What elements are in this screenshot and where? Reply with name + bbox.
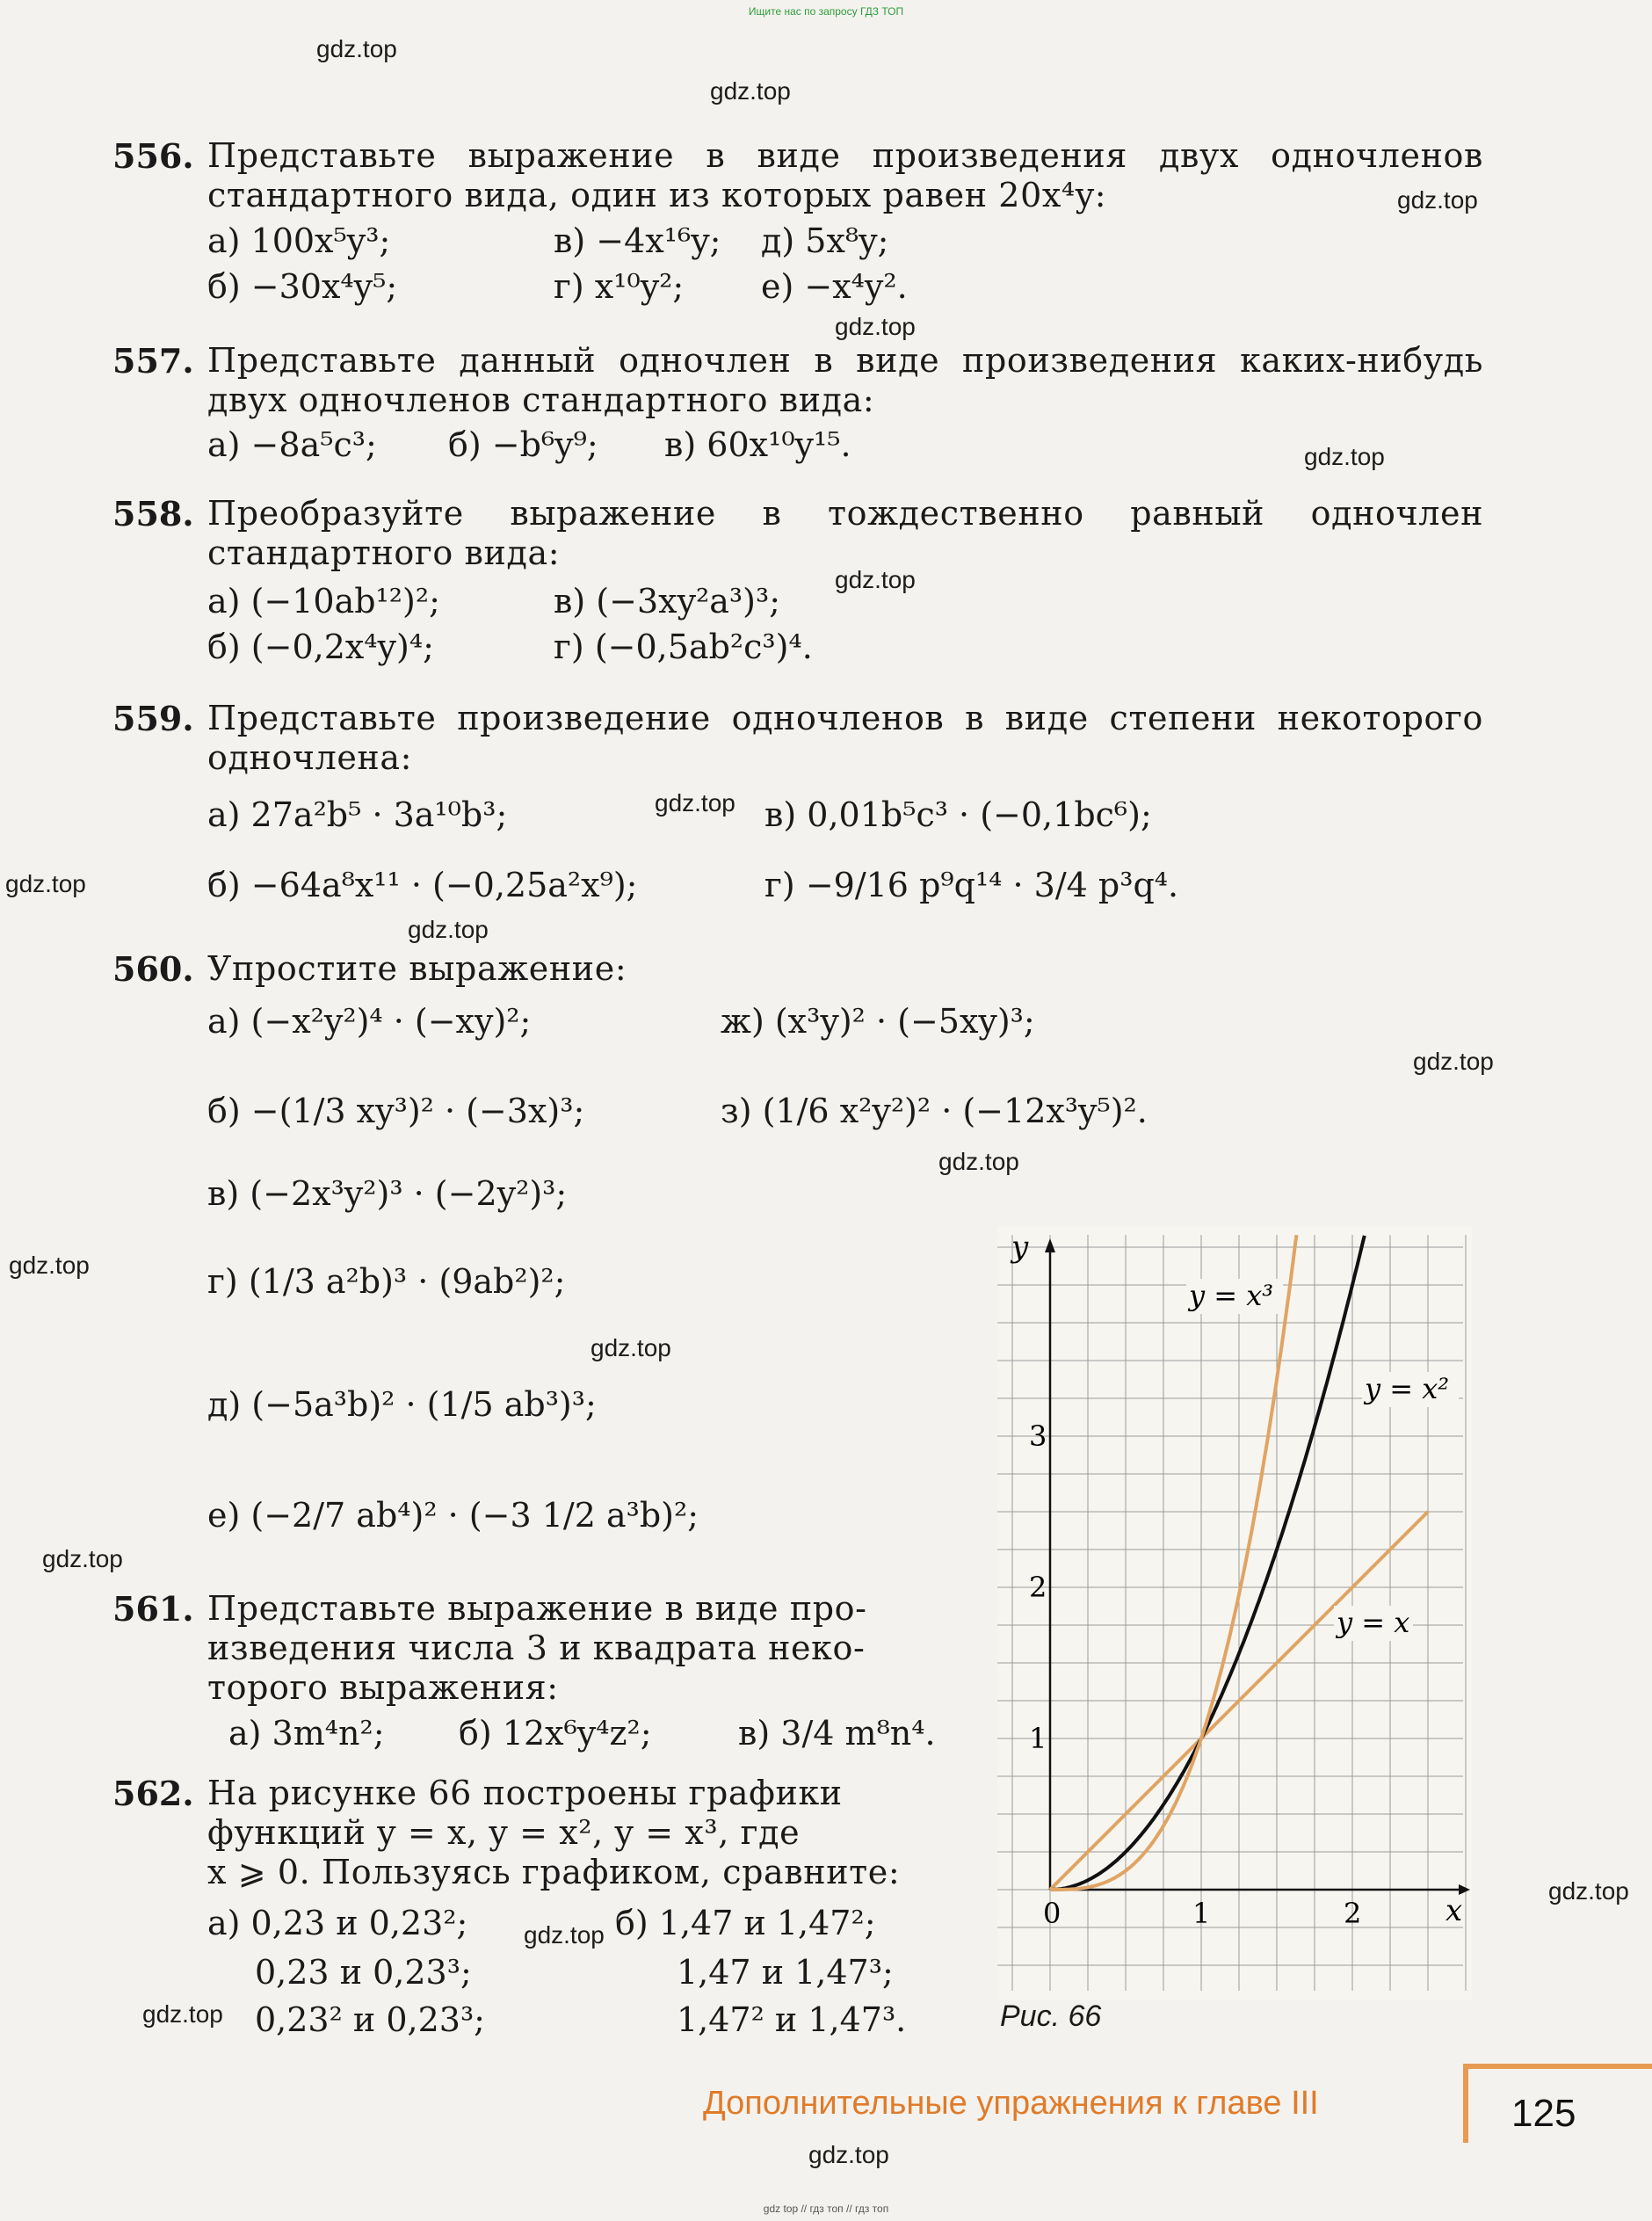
watermark: gdz.top bbox=[1397, 186, 1478, 214]
y-axis-label: y bbox=[1011, 1230, 1029, 1265]
exercise-text-line: функций y = x, y = x², y = x³, где bbox=[207, 1813, 801, 1852]
answer-e: е) −x⁴y². bbox=[761, 267, 908, 306]
answer-v: в) (−2x³y²)³ · (−2y²)³; bbox=[207, 1174, 568, 1213]
watermark: gdz.top bbox=[9, 1252, 90, 1279]
watermark: gdz.top bbox=[938, 1148, 1019, 1175]
watermark: gdz.top bbox=[524, 1921, 605, 1949]
x-tick-1: 1 bbox=[1192, 1897, 1211, 1930]
watermark: gdz.top bbox=[5, 870, 86, 897]
watermark: gdz.top bbox=[655, 789, 735, 817]
exercise-number: 556. bbox=[112, 136, 194, 176]
watermark: gdz.top bbox=[591, 1334, 671, 1361]
watermark: gdz.top bbox=[142, 2000, 223, 2028]
answer-b2: 1,47 и 1,47³; bbox=[677, 1953, 894, 1992]
legend-linear: y = x bbox=[1337, 1606, 1410, 1639]
answer-a1: а) 0,23 и 0,23²; bbox=[207, 1904, 468, 1942]
answer-v: в) −4x¹⁶y; bbox=[554, 221, 721, 260]
answer-b1: б) 1,47 и 1,47²; bbox=[615, 1904, 876, 1942]
answer-b: б) −(1/3 xy³)² · (−3x)³; bbox=[207, 1092, 585, 1130]
answer-e: е) (−2/7 ab⁴)² · (−3 1/2 a³b)²; bbox=[207, 1496, 699, 1535]
answer-b: б) −64a⁸x¹¹ · (−0,25a²x⁹); bbox=[207, 866, 638, 904]
answer-a2: 0,23 и 0,23³; bbox=[255, 1953, 472, 1992]
answer-v: в) (−3xy²a³)³; bbox=[554, 582, 781, 621]
answer-a: а) 27a²b⁵ · 3a¹⁰b³; bbox=[207, 795, 508, 834]
exercise-561 bbox=[112, 1589, 947, 1708]
exercise-562 bbox=[112, 1774, 947, 1892]
answer-zh: ж) (x³y)² · (−5xy)³; bbox=[721, 1002, 1035, 1041]
bottom-banner[interactable]: gdz top // гдз топ // гдз топ bbox=[763, 2203, 889, 2215]
exercise-text-line: На рисунке 66 построены графики bbox=[207, 1774, 843, 1812]
page-number: 125 bbox=[1511, 2092, 1576, 2135]
exercise-560 bbox=[112, 949, 1483, 989]
exercise-text-line: Представьте выражение в виде про- bbox=[207, 1589, 867, 1628]
exercise-number: 557. bbox=[112, 341, 194, 381]
exercise-556 bbox=[112, 136, 1483, 215]
exercise-text: Преобразуйте выражение в тождественно равный одночлен стандартного вида: bbox=[207, 494, 1483, 572]
answer-b: б) −30x⁴y⁵; bbox=[207, 267, 398, 306]
answer-a: а) −8a⁵c³; bbox=[207, 425, 377, 464]
watermark: gdz.top bbox=[42, 1545, 123, 1572]
footer-rule bbox=[1463, 2064, 1652, 2069]
footer-rule-vertical bbox=[1463, 2064, 1468, 2143]
watermark: gdz.top bbox=[835, 566, 916, 593]
top-banner[interactable]: Ищите нас по запросу ГДЗ ТОП bbox=[748, 5, 904, 18]
watermark: gdz.top bbox=[1413, 1048, 1494, 1075]
exercise-558 bbox=[112, 494, 1483, 573]
exercise-text: Представьте произведение одночленов в виде степени некоторого одночлена: bbox=[207, 699, 1483, 777]
exercise-text-line: торого выражения: bbox=[207, 1668, 559, 1707]
answer-b: б) 12x⁶y⁴z²; bbox=[459, 1714, 652, 1753]
legend-cube: y = x³ bbox=[1189, 1279, 1274, 1312]
answer-b: б) (−0,2x⁴y)⁴; bbox=[207, 628, 434, 666]
origin-label: 0 bbox=[1043, 1897, 1061, 1930]
exercise-text: Представьте выражение в виде произведения двух одночленов стандартного вида, один из которых равен 20x⁴y: bbox=[207, 136, 1483, 214]
figure-66-graph bbox=[997, 1226, 1472, 2000]
watermark: gdz.top bbox=[835, 313, 916, 340]
exercise-number: 562. bbox=[112, 1774, 194, 1813]
watermark: gdz.top bbox=[1548, 1877, 1629, 1905]
x-tick-2: 2 bbox=[1344, 1897, 1362, 1930]
exercise-text: Упростите выражение: bbox=[207, 949, 627, 988]
exercise-number: 561. bbox=[112, 1589, 194, 1629]
answer-v: в) 3/4 m⁸n⁴. bbox=[738, 1714, 936, 1753]
chapter-title: Дополнительные упражнения к главе III bbox=[703, 2085, 1319, 2122]
y-tick-3: 3 bbox=[1029, 1419, 1047, 1453]
watermark: gdz.top bbox=[710, 77, 791, 105]
answer-v: в) 60x¹⁰y¹⁵. bbox=[664, 425, 851, 464]
exercise-number: 560. bbox=[112, 949, 194, 989]
exercise-text: Представьте данный одночлен в виде произведения каких-нибудь двух одночленов стандартного вида: bbox=[207, 341, 1483, 419]
exercise-number: 559. bbox=[112, 699, 194, 738]
watermark: gdz.top bbox=[1304, 443, 1385, 470]
answer-d: д) 5x⁸y; bbox=[761, 221, 889, 260]
answer-d: д) (−5a³b)² · (1/5 ab³)³; bbox=[207, 1385, 597, 1424]
watermark: gdz.top bbox=[316, 35, 397, 62]
answer-a: а) (−x²y²)⁴ · (−xy)²; bbox=[207, 1002, 532, 1041]
answer-g: г) (1/3 a²b)³ · (9ab²)²; bbox=[207, 1262, 566, 1301]
figure-caption: Рис. 66 bbox=[1000, 2000, 1102, 2033]
exercise-text-line: изведения числа 3 и квадрата неко- bbox=[207, 1629, 866, 1667]
answer-b: б) −b⁶y⁹; bbox=[448, 425, 598, 464]
answer-a: а) (−10ab¹²)²; bbox=[207, 582, 440, 621]
answer-a: а) 100x⁵y³; bbox=[207, 221, 391, 260]
y-tick-2: 2 bbox=[1029, 1571, 1047, 1604]
answer-g: г) −9/16 p⁹q¹⁴ · 3/4 p³q⁴. bbox=[764, 866, 1179, 904]
answer-b3: 1,47² и 1,47³. bbox=[677, 2000, 907, 2039]
answer-a3: 0,23² и 0,23³; bbox=[255, 2000, 485, 2039]
answer-z: з) (1/6 x²y²)² · (−12x³y⁵)². bbox=[721, 1092, 1148, 1130]
watermark: gdz.top bbox=[808, 2141, 889, 2168]
legend-square: y = x² bbox=[1365, 1372, 1450, 1405]
y-tick-1: 1 bbox=[1029, 1722, 1047, 1755]
answer-g: г) x¹⁰y²; bbox=[554, 267, 685, 306]
x-axis-label: x bbox=[1446, 1893, 1463, 1928]
watermark: gdz.top bbox=[408, 916, 489, 943]
exercise-557 bbox=[112, 341, 1483, 420]
exercise-text-line: x ⩾ 0. Пользуясь графиком, сравните: bbox=[207, 1853, 901, 1891]
exercise-559 bbox=[112, 699, 1483, 778]
answer-g: г) (−0,5ab²c³)⁴. bbox=[554, 628, 813, 666]
answer-v: в) 0,01b⁵c³ · (−0,1bc⁶); bbox=[764, 795, 1152, 834]
answer-a: а) 3m⁴n²; bbox=[228, 1714, 385, 1753]
exercise-number: 558. bbox=[112, 494, 194, 533]
